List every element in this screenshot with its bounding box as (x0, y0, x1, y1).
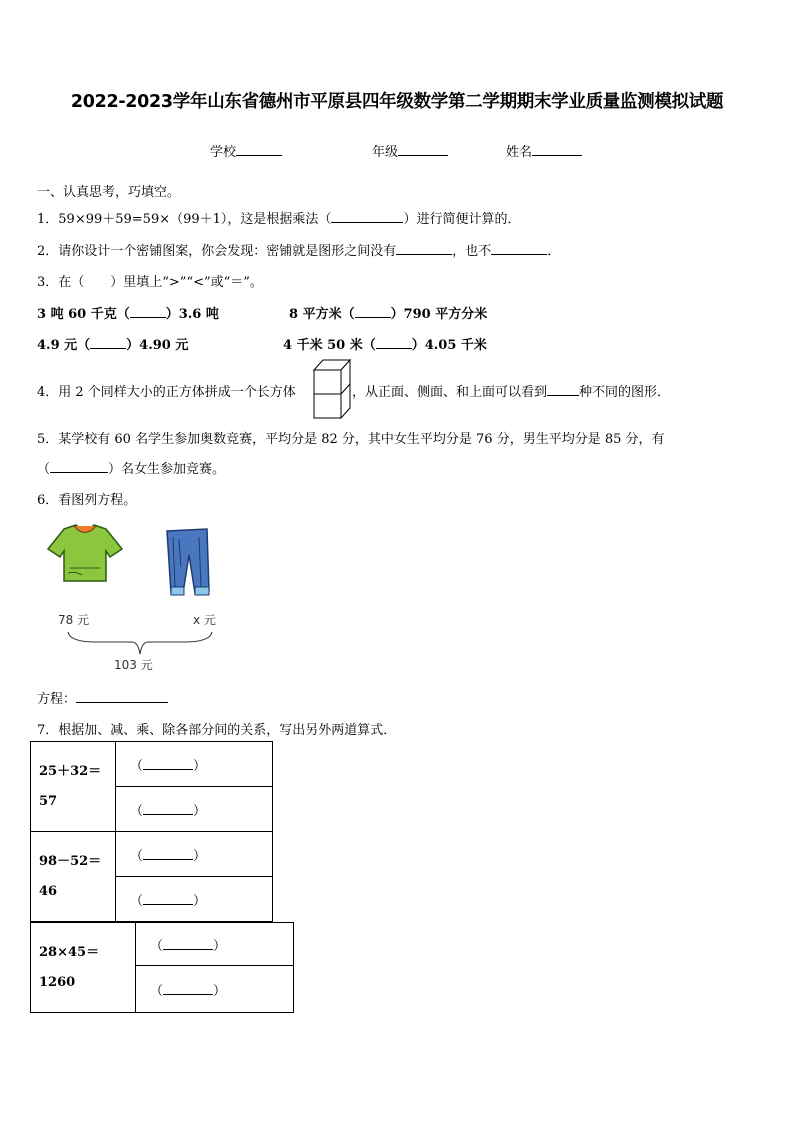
paren-open: （ (150, 938, 164, 954)
q5-tail: ）名女生参加竞赛。 (108, 462, 226, 477)
grade-field[interactable] (372, 141, 448, 160)
shirt-icon (46, 523, 124, 585)
name-label: 姓名 (506, 145, 533, 160)
q1-blank[interactable] (331, 208, 403, 223)
q3-blank-4[interactable] (376, 334, 412, 349)
q1-tail: ）进行简便计算的． (403, 212, 521, 227)
q7-answer-1a[interactable] (116, 742, 273, 787)
q7-answer-2b[interactable] (116, 877, 273, 922)
q7-blank-2a[interactable] (143, 845, 193, 860)
paren-close: ） (213, 938, 227, 954)
q5-paren-open: （ (37, 462, 51, 477)
q3-item-3-left: 4.9 元（ (37, 338, 91, 353)
q3-item-3-right: ）4.90 元 (126, 338, 189, 353)
q3-item-1-right: ）3.6 吨 (165, 307, 219, 322)
q7-answer-3b[interactable] (136, 966, 294, 1013)
q3-blank-2[interactable] (355, 303, 391, 318)
q3-item-2 (289, 303, 487, 322)
question-6: 6．看图列方程。 (37, 493, 137, 508)
q7-table-1 (30, 741, 273, 922)
q4-mid: ，从正面、侧面、和上面可以看到 (352, 385, 548, 400)
q3-item-1-left: 3 吨 60 千克（ (37, 307, 130, 322)
q2-blank-2[interactable] (491, 240, 547, 255)
paren-open: （ (130, 758, 144, 774)
q7-equation-3: 28×45＝1260 (31, 923, 136, 1013)
q5-line-1: 5．某学校有 60 名学生参加奥数竞赛，平均分是 82 分，其中女生平均分是 76 分，男生平均分是 85 分，有 (37, 432, 665, 447)
q5-line-2 (37, 458, 225, 477)
q7-equation-1 (31, 742, 116, 832)
q6-equation (37, 688, 168, 707)
paren-close: ） (213, 983, 227, 999)
grade-label: 年级 (372, 145, 399, 160)
q3-item-3 (37, 334, 188, 353)
question-7: 7．根据加、减、乘、除各部分间的关系，写出另外两道算式． (37, 723, 397, 738)
school-label: 学校 (210, 145, 237, 160)
q7-answer-1b[interactable] (116, 787, 273, 832)
shirt-price-label: 78 元 (58, 613, 90, 627)
paren-open: （ (130, 803, 144, 819)
paren-open: （ (150, 983, 164, 999)
q3-blank-3[interactable] (90, 334, 126, 349)
paren-close: ） (193, 803, 207, 819)
page-title: 2022-2023学年山东省德州市平原县四年级数学第二学期期末学业质量监测模拟试题 (70, 92, 724, 112)
q3-item-2-right: ）790 平方分米 (390, 307, 488, 322)
q2-text: 2．请你设计一个密铺图案，你会发现：密铺就是图形之间没有 (37, 244, 397, 259)
pants-price-label: x 元 (193, 613, 216, 627)
question-2 (37, 240, 560, 259)
q3-item-4-right: ）4.05 千米 (411, 338, 487, 353)
section-heading: 一、认真思考，巧填空。 (37, 185, 181, 200)
q7-eq2-line2: 46 (39, 883, 58, 899)
paren-open: （ (130, 848, 144, 864)
q3-item-1 (37, 303, 219, 322)
q3-item-4-left: 4 千米 50 米（ (283, 338, 376, 353)
q7-answer-2a[interactable] (116, 832, 273, 877)
q2-tail: ． (547, 244, 561, 259)
total-price-label: 103 元 (114, 658, 153, 672)
name-blank[interactable] (532, 141, 582, 156)
q3-item-2-left: 8 平方米（ (289, 307, 355, 322)
q4-text-head: 4．用 2 个同样大小的正方体拼成一个长方体 (37, 385, 296, 400)
school-field[interactable] (210, 141, 282, 160)
q2-blank-1[interactable] (396, 240, 452, 255)
cuboid-icon (313, 358, 351, 420)
q3-blank-1[interactable] (130, 303, 166, 318)
q4-text-tail (352, 381, 670, 400)
equation-label: 方程： (37, 692, 77, 707)
q7-blank-1b[interactable] (143, 800, 193, 815)
q7-blank-1a[interactable] (143, 755, 193, 770)
q7-table-2 (30, 922, 294, 1013)
paren-close: ） (193, 893, 207, 909)
q4-tail: 种不同的图形． (579, 385, 671, 400)
q4-blank[interactable] (547, 381, 579, 396)
name-field[interactable] (506, 141, 582, 160)
curly-brace-icon (66, 630, 216, 658)
q7-eq2-line1: 98－52＝ (39, 853, 102, 869)
equation-blank[interactable] (76, 688, 168, 703)
q5-blank[interactable] (50, 458, 108, 473)
q7-blank-3a[interactable] (163, 935, 213, 950)
q1-text: 1．59×99＋59=59×（99＋1），这是根据乘法（ (37, 212, 332, 227)
paren-open: （ (130, 893, 144, 909)
q7-answer-3a[interactable] (136, 923, 294, 966)
q7-blank-3b[interactable] (163, 980, 213, 995)
q3-item-4 (283, 334, 487, 353)
q7-blank-2b[interactable] (143, 890, 193, 905)
question-3: 3．在（ ）里填上“>”“<”或“＝”。 (37, 275, 263, 290)
school-blank[interactable] (236, 141, 282, 156)
pants-icon (163, 527, 213, 600)
grade-blank[interactable] (398, 141, 448, 156)
paren-close: ） (193, 758, 207, 774)
question-1 (37, 208, 520, 227)
q2-mid: ，也不 (452, 244, 492, 259)
q7-equation-2 (31, 832, 116, 922)
q7-eq1-line2: 57 (39, 793, 58, 809)
paren-close: ） (193, 848, 207, 864)
q7-eq1-line1: 25＋32＝ (39, 763, 102, 779)
